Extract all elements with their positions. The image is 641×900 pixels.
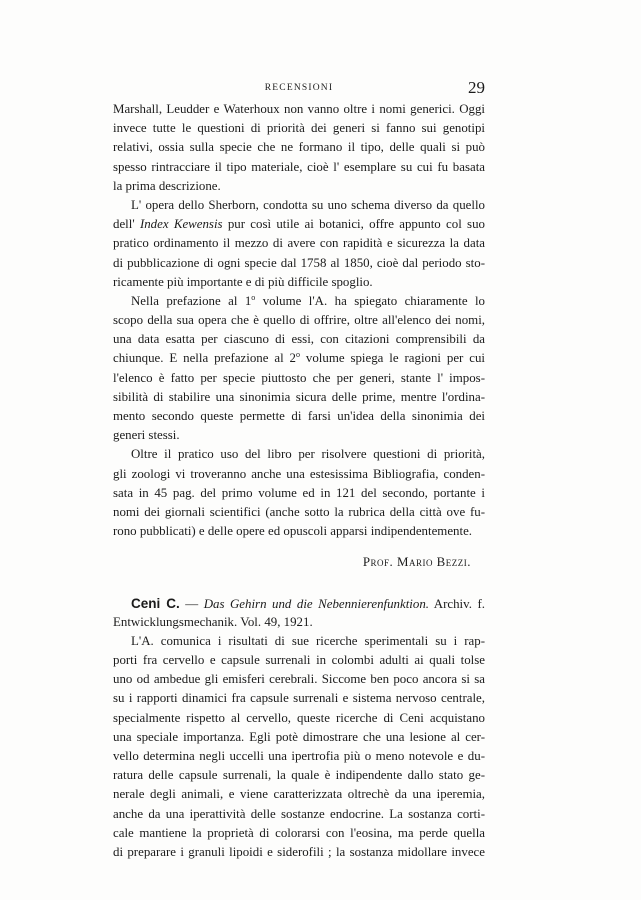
text-line: relativi, ossia sulla specie che ne formano il tipo, delle quali si può <box>113 140 485 155</box>
body-text <box>113 100 485 862</box>
text-line: ricamente più importante e di più difficile spoglio. <box>113 274 373 289</box>
text-line: una speciale importanza. Egli potè dimostrare che una lesione al cer- <box>113 729 485 744</box>
text-line: ratura delle capsule surrenali, la quale è indipendente dallo stato ge- <box>113 768 485 783</box>
text-line: spesso rintracciare il tipo materiale, cioè l' esemplare su cui fu basata <box>113 159 485 174</box>
text-fragment: — <box>179 596 204 611</box>
text-line: Marshall, Leudder e Waterhoux non vanno oltre i nomi generici. Oggi <box>113 102 485 116</box>
text-line: nomi dei giornali scientifici (anche sotto la rubrica della città ove fu- <box>113 504 485 519</box>
text-line: sata in 45 pag. del primo volume ed in 121 del secondo, portante i <box>113 485 485 500</box>
text-fragment: Nella prefazione al 1 <box>131 293 252 308</box>
spacer <box>113 541 485 553</box>
text-line: cale mantiene la proprietà di colorarsi con l'eosina, ma perde quella <box>113 825 485 840</box>
running-title: RECENSIONI <box>264 83 334 93</box>
text-line: rono pubblicati) e delle opere ed opuscoli apparsi indipendentemente. <box>113 524 473 539</box>
text-line: L' opera dello Sherborn, condotta su uno schema diverso da quello <box>131 197 485 212</box>
text-line: nerale degli animali, e viene caratterizzata oltrechè da una iperemia, <box>113 787 485 802</box>
text-line <box>113 292 485 311</box>
text-line: generi stessi. <box>113 428 180 443</box>
review-citation: Entwicklungsmechanik. Vol. 49, 1921. <box>113 614 313 629</box>
text-line: scopo della sua opera che è quello di offrire, oltre all'elenco dei nomi, <box>113 313 485 328</box>
text-line: porti fra cervello e capsule surrenali in colombi adulti ai quali tolse <box>113 653 485 668</box>
text-line: di preparare i granuli lipoidi e siderofili ; la sostanza midollare invece <box>113 844 485 859</box>
spacer <box>113 573 485 594</box>
review-author: Ceni C. <box>131 595 180 611</box>
text-fragment: chiunque. E nella prefazione al 2 <box>113 351 297 366</box>
review-heading <box>113 594 485 613</box>
text-line: gli zoologi vi troveranno anche una estesissima Bibliografia, conden- <box>113 466 485 481</box>
text-fragment: volume spiega le ragioni per cui <box>300 351 485 366</box>
text-line: una data esatta per ciascuno di essi, con citazioni comprensibili da <box>113 332 485 347</box>
text-line: invece tutte le questioni di priorità dei generi si fanno sui genotipi <box>113 121 485 136</box>
text-line: Oltre il pratico uso del libro per risolvere questioni di priorità, <box>131 447 485 462</box>
review-title: Das Gehirn und die Nebennierenfunktion. <box>203 596 429 611</box>
text-line: pratico ordinamento il mezzo di avere con rapidità e sicurezza la data <box>113 236 485 251</box>
text-line: la prima descrizione. <box>113 178 221 193</box>
text-line: vello determina negli uccelli una ipertrofia più o meno notevole e du- <box>113 749 485 763</box>
text-line: di pubblicazione di ogni specie dal 1758 al 1850, cioè dal periodo sto- <box>113 255 485 270</box>
text-fragment: Archiv. f. <box>428 596 485 611</box>
italic-title: Index Kewensis <box>139 217 223 232</box>
text-line <box>113 215 485 234</box>
text-fragment: pur così utile ai botanici, offre appunto col suo <box>222 217 485 232</box>
page-number: 29 <box>468 78 485 97</box>
superscript: o <box>251 292 256 302</box>
superscript: o <box>296 350 301 360</box>
text-fragment: dell' <box>113 217 135 232</box>
running-head <box>113 78 485 102</box>
text-line: L'A. comunica i risultati di sue ricerche sperimentali su i rap- <box>131 633 485 648</box>
text-line: specialmente rispetto al cervello, queste ricerche di Ceni acquistano <box>113 710 485 725</box>
text-line: mento secondo queste permette di farsi un'idea della sinonimia dei <box>113 409 485 423</box>
text-line: anche da una iperattività delle sostanze endocrine. La sostanza corti- <box>113 806 485 821</box>
text-fragment: volume l'A. ha spiegato chiaramente lo <box>255 293 485 308</box>
text-line: uno od ambedue gli emisferi cerebrali. Siccome ben poco ancora si sa <box>113 672 485 687</box>
text-line: su i rapporti dinamici fra capsule surrenali e sistema nervoso centrale, <box>113 691 485 706</box>
text-line: sibilità di stabilire una sinonimia sicura delle prime, mentre l'ordina- <box>113 389 485 404</box>
reviewer-signature: Prof. Mario Bezzi. <box>362 555 471 570</box>
text-line <box>113 349 485 368</box>
text-line: l'elenco è fatto per specie piuttosto che per generi, stante l' impos- <box>113 370 485 385</box>
